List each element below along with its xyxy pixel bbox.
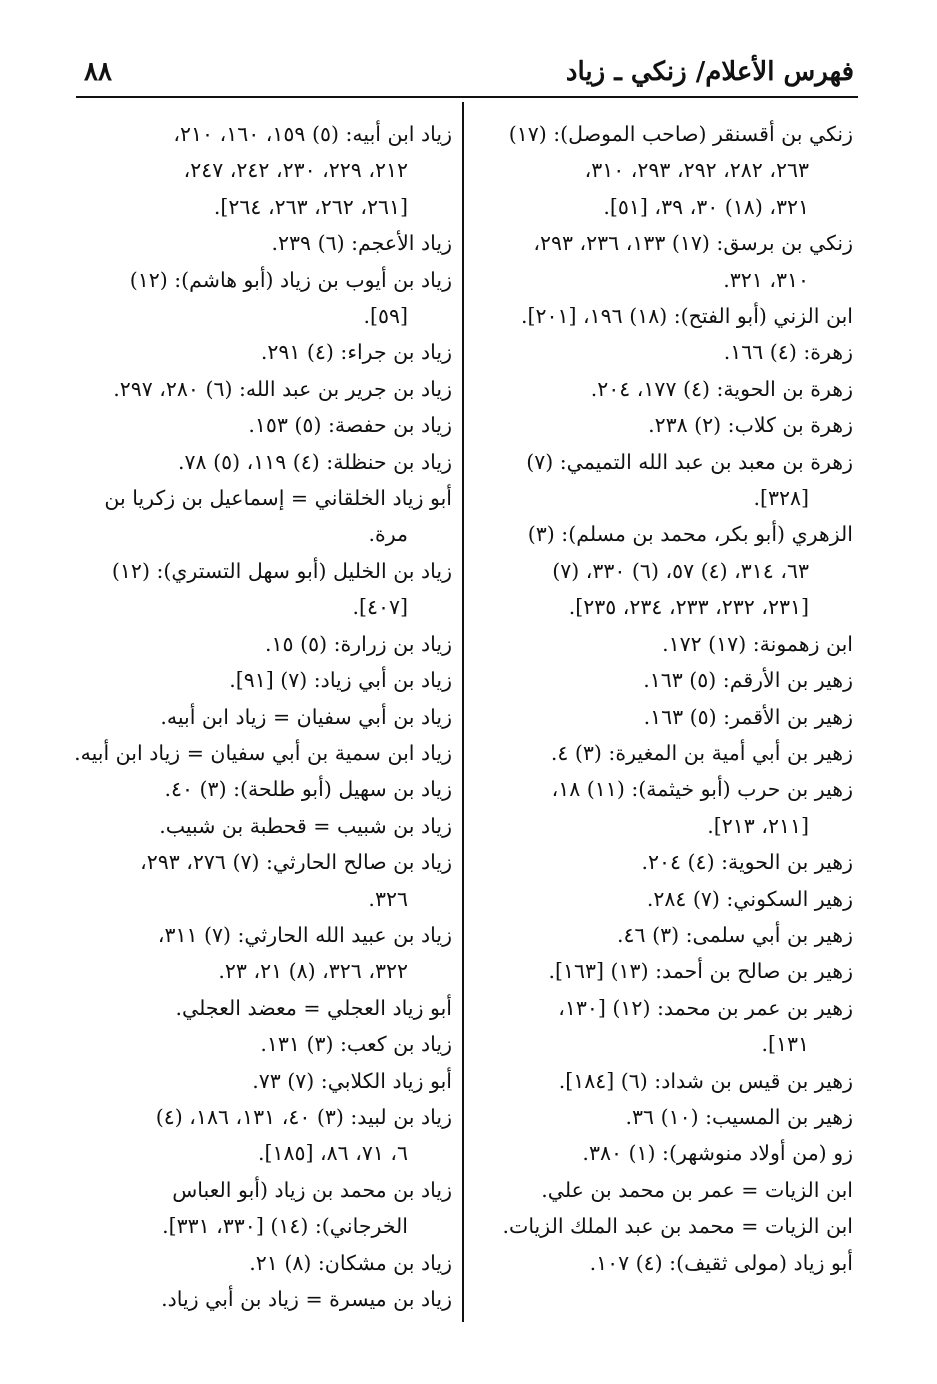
entry-heading-line: زياد بن شبيب = قحطبة بن شبيب. xyxy=(159,813,452,838)
index-entry xyxy=(481,662,853,698)
page-header xyxy=(84,52,854,92)
index-entry xyxy=(481,407,853,443)
index-entry xyxy=(481,225,853,298)
index-entry xyxy=(80,371,452,407)
index-entry xyxy=(481,917,853,953)
entry-heading-line: زهير بن أبي سلمى: (٣) ٤٦. xyxy=(617,922,853,947)
index-entry xyxy=(80,844,452,917)
index-entry xyxy=(481,881,853,917)
entry-heading-line: زياد ابن سمية بن أبي سفيان = زياد ابن أبيه. xyxy=(74,740,452,765)
entry-continuation-line: الخرجاني): (١٤) [٣٣٠، ٣٣١]. xyxy=(162,1214,408,1239)
entry-heading-line: زياد بن زرارة: (٥) ١٥. xyxy=(265,631,452,656)
entry-continuation-line: ٣١٠، ٣٢١. xyxy=(723,267,809,292)
column-divider xyxy=(462,102,464,1322)
index-entry xyxy=(481,699,853,735)
entry-heading-line: أبو زياد الخلقاني = إسماعيل بن زكريا بن xyxy=(104,486,452,511)
entry-continuation-line: ٣٢٢، ٣٢٦، (٨) ٢١، ٢٣. xyxy=(218,959,408,984)
index-entry xyxy=(481,844,853,880)
index-entry xyxy=(80,1099,452,1172)
index-entry xyxy=(481,1063,853,1099)
entry-continuation-line: [٣٢٨]. xyxy=(753,486,809,511)
index-entry xyxy=(80,407,452,443)
entry-heading-line: ابن زهمونة: (١٧) ١٧٢. xyxy=(662,631,853,656)
entry-heading-line: زياد ابن أبيه: (٥) ١٥٩، ١٦٠، ٢١٠، xyxy=(173,122,452,146)
index-entry xyxy=(80,662,452,698)
entry-heading-line: زياد بن أبي سفيان = زياد ابن أبيه. xyxy=(160,704,452,729)
entry-continuation-line: [٥٩]. xyxy=(363,304,408,329)
right-column xyxy=(481,116,853,1281)
index-entry xyxy=(80,444,452,480)
entry-continuation-line: ٦٣، ٣١٤، (٤) ٥٧، (٦) ٣٣٠، (٧) xyxy=(552,558,809,583)
entry-continuation-line: ٢١٢، ٢٢٩، ٢٣٠، ٢٤٢، ٢٤٧، xyxy=(183,158,408,183)
index-entry xyxy=(80,626,452,662)
entry-heading-line: زياد بن الخليل (أبو سهل التستري): (١٢) xyxy=(111,558,452,583)
index-entry xyxy=(80,1281,452,1317)
index-entry xyxy=(481,1135,853,1171)
entry-heading-line: زياد بن حنظلة: (٤) ١١٩، (٥) ٧٨. xyxy=(177,449,452,474)
entry-heading-line: زهرة: (٤) ١٦٦. xyxy=(723,340,853,365)
index-entry xyxy=(481,1099,853,1135)
entry-heading-line: زهرة بن الحوية: (٤) ١٧٧، ٢٠٤. xyxy=(590,376,853,401)
index-entry xyxy=(481,1208,853,1244)
entry-heading-line: زياد بن جرير بن عبد الله: (٦) ٢٨٠، ٢٩٧. xyxy=(113,376,452,401)
entry-continuation-line: ٣٢٦. xyxy=(368,886,408,911)
index-entry xyxy=(80,225,452,261)
entry-heading-line: زهير بن الأقمر: (٥) ١٦٣. xyxy=(643,704,853,729)
entry-heading-line: زياد بن جراء: (٤) ٢٩١. xyxy=(260,340,452,365)
entry-heading-line: زهير بن المسيب: (١٠) ٣٦. xyxy=(625,1104,853,1129)
entry-continuation-line: [٢١١، ٢١٣]. xyxy=(707,813,809,838)
entry-heading-line: زهير بن عمر بن محمد: (١٢) [١٣٠، xyxy=(558,995,853,1020)
index-entry xyxy=(80,917,452,990)
entry-continuation-line: ٦، ٧١، ٨٦، [١٨٥]. xyxy=(257,1141,408,1166)
entry-heading-line: زهير بن أبي أمية بن المغيرة: (٣) ٤. xyxy=(550,740,853,765)
entry-continuation-line: [٢٣١، ٢٣٢، ٢٣٣، ٢٣٤، ٢٣٥]. xyxy=(568,595,809,620)
entry-continuation-line: ١٣١]. xyxy=(761,1032,809,1057)
index-entry xyxy=(80,480,452,553)
entry-heading-line: زياد بن كعب: (٣) ١٣١. xyxy=(260,1032,452,1057)
index-entry xyxy=(481,444,853,517)
index-entry xyxy=(80,990,452,1026)
header-rule xyxy=(76,96,858,98)
entry-heading-line: زو (من أولاد منوشهر): (١) ٣٨٠. xyxy=(582,1141,853,1166)
index-entry xyxy=(80,1245,452,1281)
index-entry xyxy=(80,1026,452,1062)
index-entry xyxy=(481,990,853,1063)
index-entry xyxy=(80,116,452,225)
entry-heading-line: زهير بن الأرقم: (٥) ١٦٣. xyxy=(643,668,853,693)
entry-heading-line: زهير بن صالح بن أحمد: (١٣) [١٦٣]. xyxy=(548,959,853,984)
index-entry xyxy=(481,1172,853,1208)
entry-heading-line: زياد بن لبيد: (٣) ٤٠، ١٣١، ١٨٦، (٤) xyxy=(155,1104,452,1129)
index-entry xyxy=(481,298,853,334)
entry-heading-line: زنكي بن أقسنقر (صاحب الموصل): (١٧) xyxy=(508,122,853,146)
index-entry xyxy=(80,262,452,335)
index-entry xyxy=(80,808,452,844)
index-entry xyxy=(481,771,853,844)
entry-heading-line: زياد بن سهيل (أبو طلحة): (٣) ٤٠. xyxy=(164,777,452,802)
entry-heading-line: زياد بن مشكان: (٨) ٢١. xyxy=(249,1250,452,1275)
entry-heading-line: ابن الزيات = عمر بن محمد بن علي. xyxy=(541,1177,853,1202)
index-entry xyxy=(80,771,452,807)
page-number: ٨٨ xyxy=(84,57,112,87)
entry-heading-line: زهرة بن كلاب: (٢) ٢٣٨. xyxy=(648,413,853,438)
entry-heading-line: زهير بن الحوية: (٤) ٢٠٤. xyxy=(641,850,853,875)
entry-heading-line: زياد بن أبي زياد: (٧) [٩١]. xyxy=(229,668,452,693)
index-entry xyxy=(80,334,452,370)
entry-heading-line: زهرة بن معبد بن عبد الله التميمي: (٧) xyxy=(526,449,853,474)
entry-heading-line: زياد بن محمد بن زياد (أبو العباس xyxy=(172,1177,452,1202)
entry-heading-line: زياد بن ميسرة = زياد بن أبي زياد. xyxy=(161,1287,452,1311)
index-entry xyxy=(481,516,853,625)
entry-heading-line: أبو زياد (مولى ثقيف): (٤) ١٠٧. xyxy=(589,1250,853,1275)
entry-heading-line: زهير بن حرب (أبو خيثمة): (١١) ١٨، xyxy=(551,777,853,802)
entry-continuation-line: مرة. xyxy=(368,522,408,547)
entry-heading-line: أبو زياد الكلابي: (٧) ٧٣. xyxy=(252,1068,452,1093)
entry-heading-line: زهير السكوني: (٧) ٢٨٤. xyxy=(646,886,853,911)
entry-heading-line: زياد بن أيوب بن زياد (أبو هاشم): (١٢) xyxy=(129,267,452,292)
entry-continuation-line: [٤٠٧]. xyxy=(352,595,408,620)
entry-heading-line: زياد بن عبيد الله الحارثي: (٧) ٣١١، xyxy=(157,922,452,947)
index-entry xyxy=(481,626,853,662)
entry-heading-line: أبو زياد العجلي = معضد العجلي. xyxy=(175,995,452,1020)
index-entry xyxy=(481,371,853,407)
running-title: فهرس الأعلام/ زنكي ـ زياد xyxy=(565,57,854,87)
entry-heading-line: زياد بن صالح الحارثي: (٧) ٢٧٦، ٢٩٣، xyxy=(140,850,452,875)
index-entry xyxy=(481,735,853,771)
index-entry xyxy=(481,334,853,370)
left-column xyxy=(74,116,452,1317)
index-entry xyxy=(80,553,452,626)
entry-continuation-line: ٣٢١، (١٨) ٣٠، ٣٩، [٥١]. xyxy=(603,194,809,219)
index-entry xyxy=(481,1245,853,1281)
index-entry xyxy=(481,116,853,225)
entry-heading-line: زنكي بن برسق: (١٧) ١٣٣، ٢٣٦، ٢٩٣، xyxy=(533,231,853,256)
entry-heading-line: زياد الأعجم: (٦) ٢٣٩. xyxy=(271,231,452,256)
index-entry xyxy=(74,735,452,771)
index-entry xyxy=(80,1063,452,1099)
entry-heading-line: زياد بن حفصة: (٥) ١٥٣. xyxy=(248,413,452,438)
index-entry xyxy=(80,699,452,735)
entry-heading-line: ابن الزيات = محمد بن عبد الملك الزيات. xyxy=(502,1214,853,1239)
entry-heading-line: زهير بن قيس بن شداد: (٦) [١٨٤]. xyxy=(558,1068,853,1093)
index-entry xyxy=(481,953,853,989)
index-entry xyxy=(80,1172,452,1245)
entry-continuation-line: ٢٦٣، ٢٨٢، ٢٩٢، ٢٩٣، ٣١٠، xyxy=(584,158,809,183)
entry-heading-line: ابن الزني (أبو الفتح): (١٨) ١٩٦، [٢٠١]. xyxy=(520,304,853,329)
entry-heading-line: الزهري (أبو بكر، محمد بن مسلم): (٣) xyxy=(527,522,853,547)
entry-continuation-line: [٢٦١، ٢٦٢، ٢٦٣، ٢٦٤]. xyxy=(213,194,408,219)
